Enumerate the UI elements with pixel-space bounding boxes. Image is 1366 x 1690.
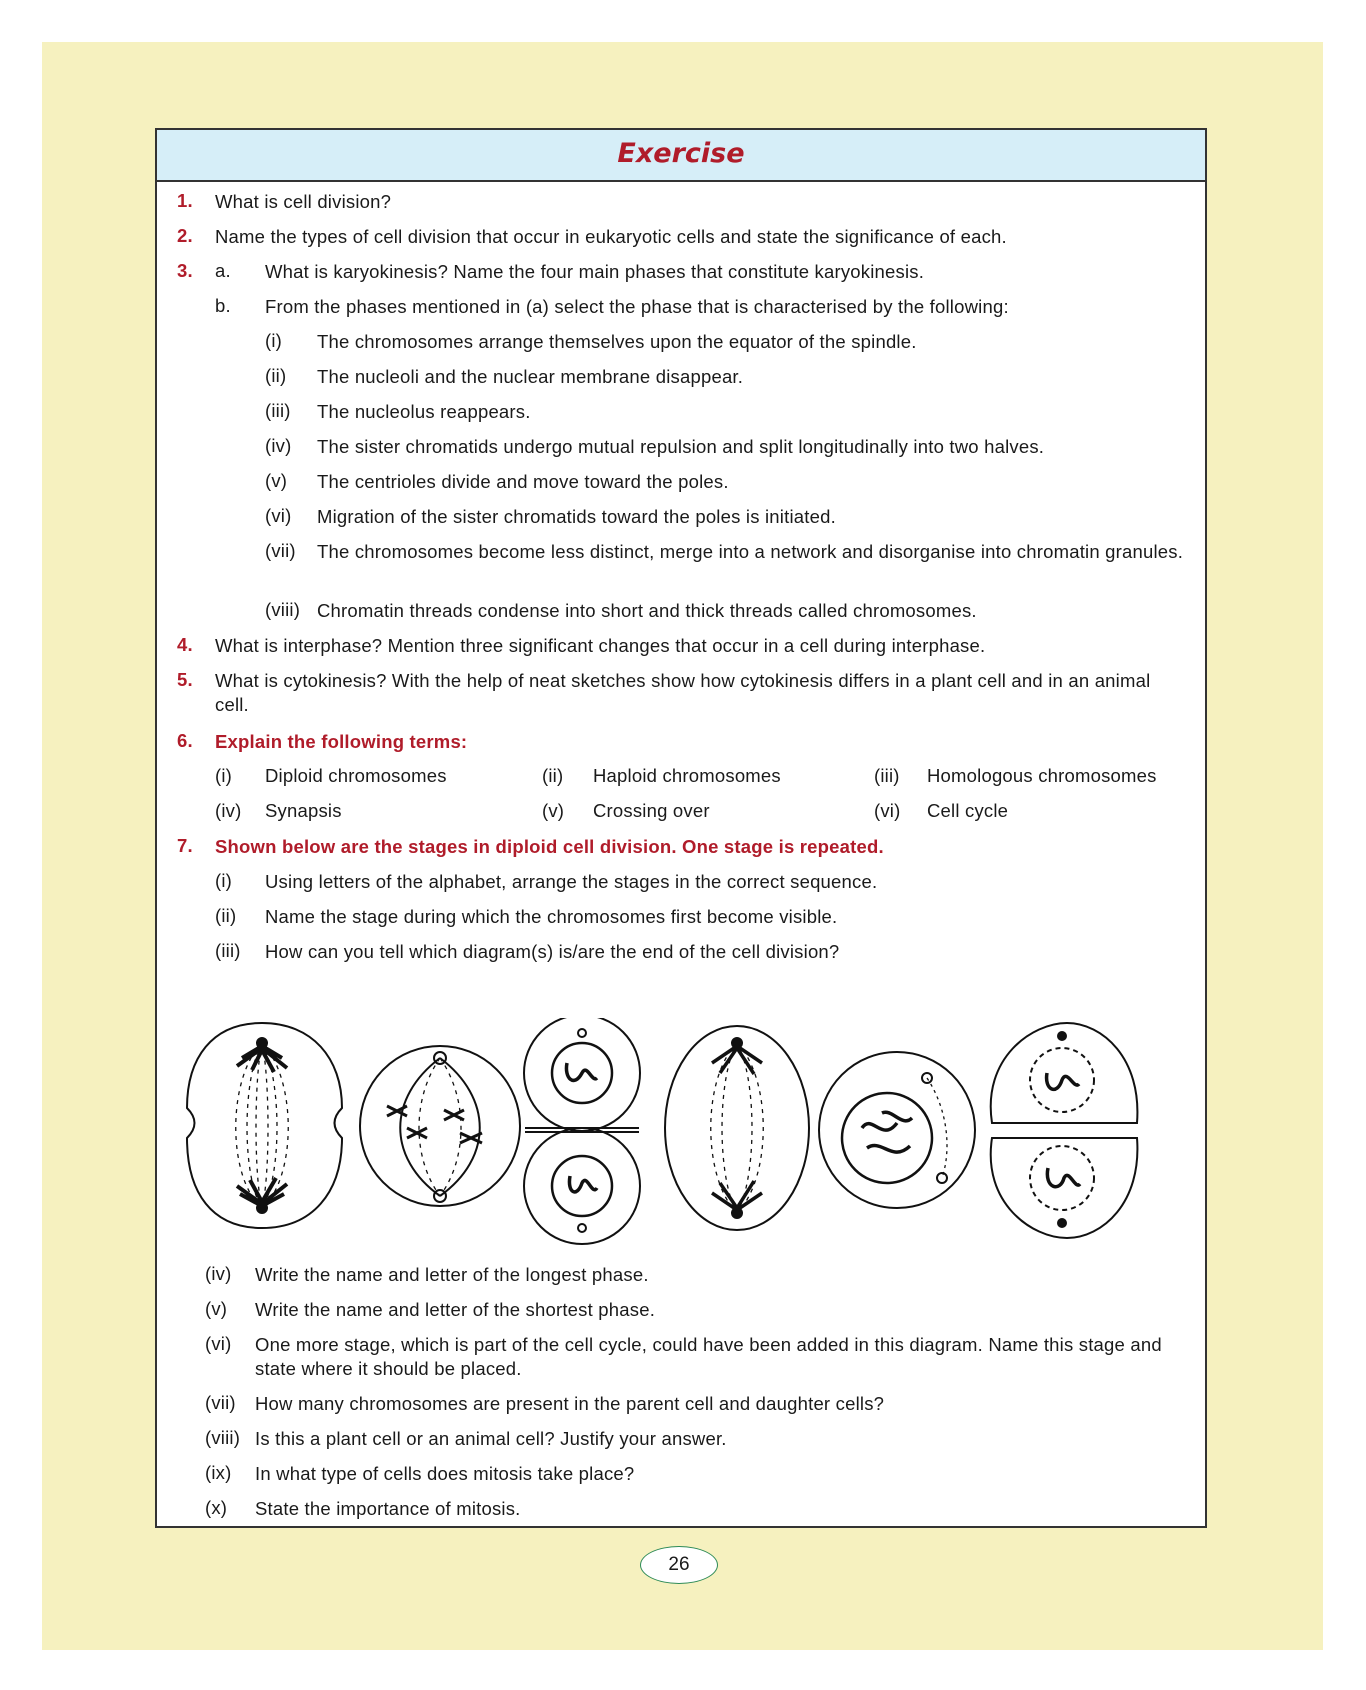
item-text: How many chromosomes are present in the parent cell and daughter cells?: [255, 1393, 885, 1414]
term-label: (i): [215, 765, 233, 786]
question-text: From the phases mentioned in (a) select the phase that is characterised by the following:: [265, 296, 1009, 317]
exercise-box: [155, 128, 1207, 1528]
item-text: Using letters of the alphabet, arrange the stages in the correct sequence.: [265, 871, 878, 892]
item-label: (ix): [205, 1462, 232, 1483]
item-label: (vi): [205, 1333, 232, 1354]
question-text: Explain the following terms:: [215, 731, 468, 752]
stage-telophase-1: [524, 1018, 640, 1244]
item-text: The nucleoli and the nuclear membrane disappear.: [317, 366, 744, 387]
question-number: 6.: [177, 730, 193, 751]
term-label: (v): [542, 800, 565, 821]
item-text: Name the stage during which the chromosomes first become visible.: [265, 906, 838, 927]
item-label: (vii): [205, 1392, 236, 1413]
term-text: Crossing over: [593, 800, 710, 821]
term-text: Haploid chromosomes: [593, 765, 781, 786]
term-text: Homologous chromosomes: [927, 765, 1157, 786]
item-text: The centrioles divide and move toward the poles.: [317, 471, 729, 492]
term-text: Diploid chromosomes: [265, 765, 447, 786]
item-label: (iv): [265, 435, 292, 456]
item-label: (iv): [205, 1263, 232, 1284]
page-number: 26: [640, 1546, 718, 1584]
question-number: 5.: [177, 669, 193, 690]
item-label: (vii): [265, 540, 296, 561]
item-text: The sister chromatids undergo mutual repulsion and split longitudinally into two halves.: [317, 436, 1045, 457]
item-label: (viii): [205, 1427, 241, 1448]
term-text: Synapsis: [265, 800, 342, 821]
sub-label: b.: [215, 295, 231, 316]
question-text: Shown below are the stages in diploid cell division. One stage is repeated.: [215, 836, 884, 857]
item-text: Chromatin threads condense into short and thick threads called chromosomes.: [317, 600, 977, 621]
exercise-title: Exercise: [617, 138, 745, 169]
item-text: One more stage, which is part of the cell cycle, could have been added in this diagram. Name this stage and state where it should be placed.: [255, 1334, 1162, 1379]
item-label: (x): [205, 1497, 228, 1518]
item-label: (v): [265, 470, 288, 491]
item-text: Write the name and letter of the longest phase.: [255, 1264, 649, 1285]
question-text: What is interphase? Mention three significant changes that occur in a cell during interphase.: [215, 635, 986, 656]
item-label: (ii): [265, 365, 287, 386]
item-label: (vi): [265, 505, 292, 526]
question-number: 1.: [177, 190, 193, 211]
item-label: (i): [265, 330, 283, 351]
question-text: Name the types of cell division that occur in eukaryotic cells and state the significance of each.: [215, 226, 1007, 247]
item-text: In what type of cells does mitosis take place?: [255, 1463, 635, 1484]
question-text: What is cell division?: [215, 191, 392, 212]
stage-metaphase: [360, 1046, 520, 1206]
item-label: (ii): [215, 905, 237, 926]
question-number: 3.: [177, 260, 193, 281]
question-text: What is karyokinesis? Name the four main phases that constitute karyokinesis.: [265, 261, 925, 282]
question-number: 7.: [177, 835, 193, 856]
item-text: Is this a plant cell or an animal cell? Justify your answer.: [255, 1428, 727, 1449]
item-label: (i): [215, 870, 233, 891]
item-text: Migration of the sister chromatids toward the poles is initiated.: [317, 506, 836, 527]
item-label: (v): [205, 1298, 228, 1319]
item-text: Write the name and letter of the shortest phase.: [255, 1299, 656, 1320]
term-text: Cell cycle: [927, 800, 1009, 821]
stage-anaphase-1: [187, 1023, 342, 1228]
item-text: The chromosomes become less distinct, merge into a network and disorganise into chromatin granules.: [317, 541, 1184, 562]
term-label: (iii): [874, 765, 900, 786]
mitosis-stages-diagram: [182, 1018, 1192, 1248]
question-number: 4.: [177, 634, 193, 655]
item-text: The nucleolus reappears.: [317, 401, 531, 422]
item-text: How can you tell which diagram(s) is/are the end of the cell division?: [265, 941, 840, 962]
question-text: What is cytokinesis? With the help of neat sketches show how cytokinesis differs in a plant cell and in an animal cell.: [215, 670, 1151, 715]
term-label: (ii): [542, 765, 564, 786]
item-label: (iii): [265, 400, 291, 421]
stage-anaphase-2: [665, 1026, 809, 1230]
exercise-header: [157, 130, 1205, 182]
term-label: (iv): [215, 800, 242, 821]
stage-prophase: [819, 1052, 975, 1208]
question-number: 2.: [177, 225, 193, 246]
item-text: The chromosomes arrange themselves upon the equator of the spindle.: [317, 331, 917, 352]
item-label: (iii): [215, 940, 241, 961]
stage-telophase-2: [991, 1023, 1138, 1238]
item-label: (viii): [265, 599, 301, 620]
item-text: State the importance of mitosis.: [255, 1498, 521, 1519]
sub-label: a.: [215, 260, 231, 281]
term-label: (vi): [874, 800, 901, 821]
